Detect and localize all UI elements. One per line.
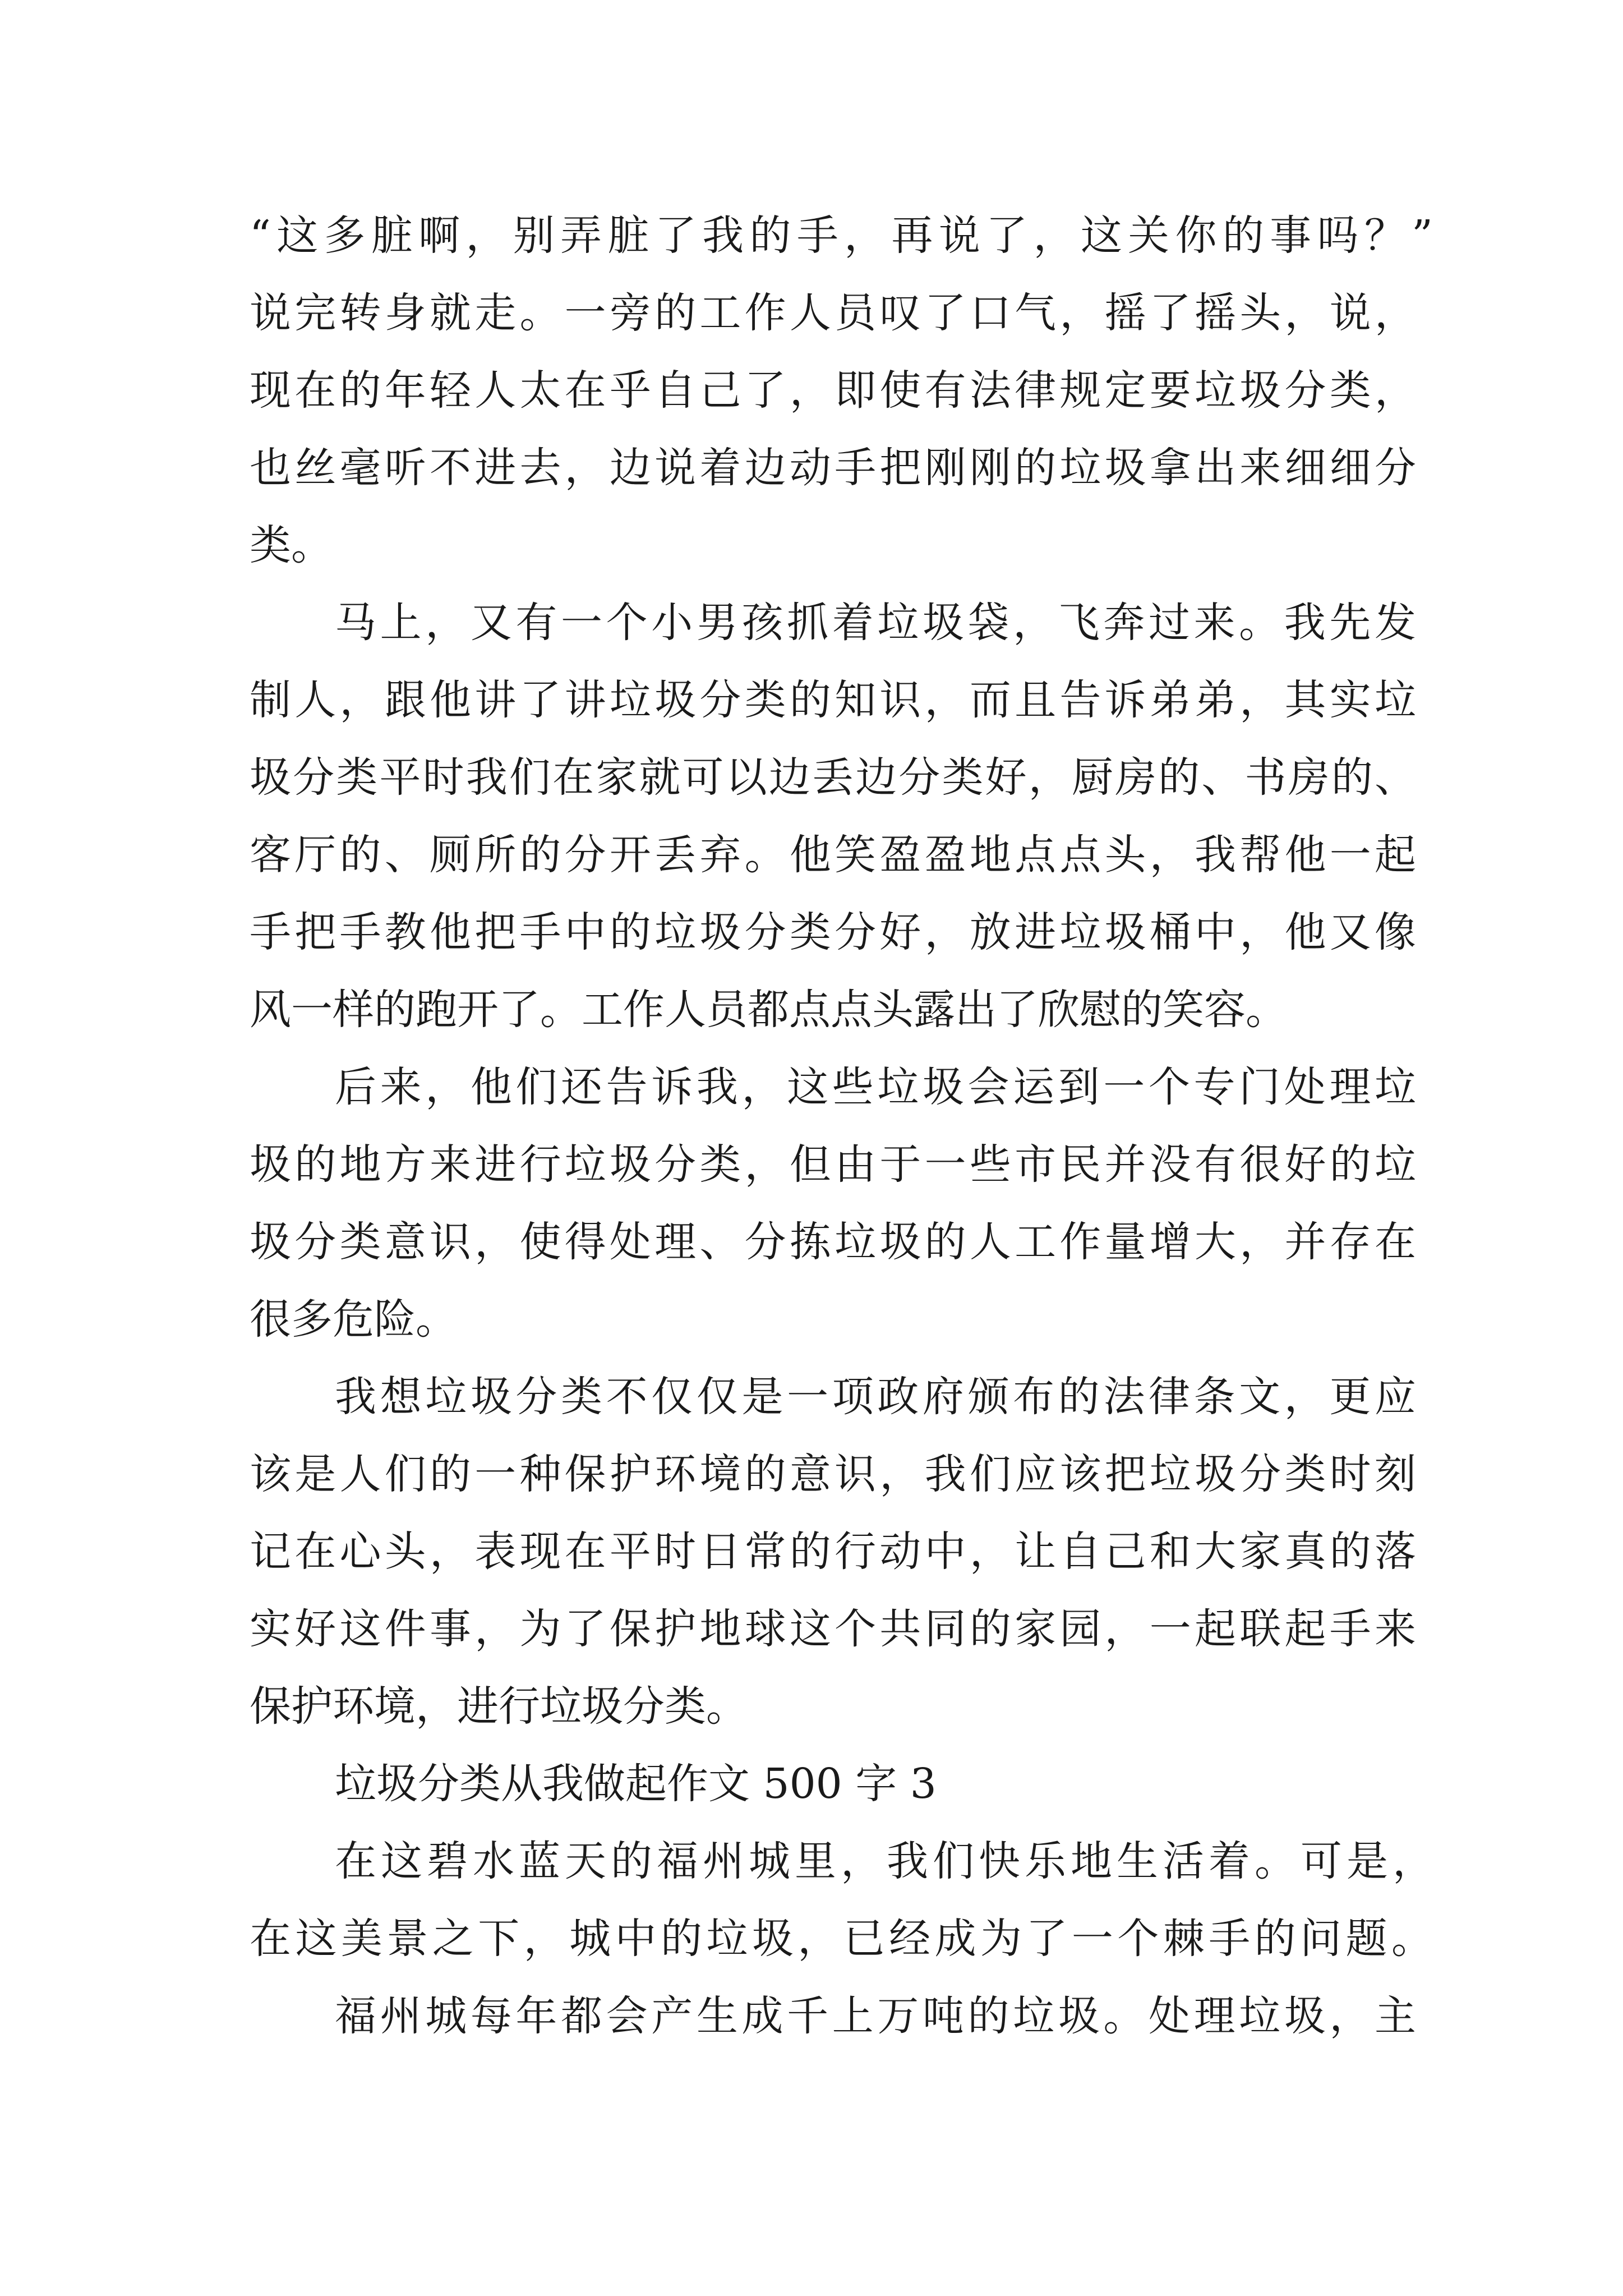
text-line: 该是人们的一种保护环境的意识，我们应该把垃圾分类时刻 bbox=[250, 1450, 1416, 1498]
paragraph-first-line: 在这碧水蓝天的福州城里，我们快乐地生活着。可是， bbox=[335, 1837, 1434, 1885]
text-line: 实好这件事，为了保护地球这个共同的家园，一起联起手来 bbox=[250, 1605, 1416, 1653]
text-line: 制人，跟他讲了讲垃圾分类的知识，而且告诉弟弟，其实垃 bbox=[250, 676, 1416, 724]
text-line: 圾的地方来进行垃圾分类，但由于一些市民并没有很好的垃 bbox=[250, 1140, 1416, 1189]
text-line: 圾分类平时我们在家就可以边丢边分类好，厨房的、书房的、 bbox=[250, 753, 1416, 802]
text-line: 说完转身就走。一旁的工作人员叹了口气，摇了摇头，说， bbox=[250, 289, 1416, 337]
text-line: 类。 bbox=[250, 521, 333, 569]
text-line: 在这美景之下，城中的垃圾，已经成为了一个棘手的问题。 bbox=[250, 1915, 1433, 1963]
section-heading: 垃圾分类从我做起作文 500 字 3 bbox=[335, 1760, 937, 1808]
text-line: 记在心头，表现在平时日常的行动中，让自己和大家真的落 bbox=[250, 1527, 1416, 1576]
paragraph-first-line: 马上，又有一个小男孩抓着垃圾袋，飞奔过来。我先发 bbox=[335, 599, 1416, 647]
text-line: 风一样的跑开了。工作人员都点点头露出了欣慰的笑容。 bbox=[250, 986, 1287, 1034]
text-line: 保护环境，进行垃圾分类。 bbox=[250, 1682, 748, 1731]
text-line: 手把手教他把手中的垃圾分类分好，放进垃圾桶中，他又像 bbox=[250, 908, 1416, 956]
text-line: “这多脏啊，别弄脏了我的手，再说了，这关你的事吗？” bbox=[250, 211, 1433, 260]
text-line: 客厅的、厕所的分开丢弃。他笑盈盈地点点头，我帮他一起 bbox=[250, 831, 1416, 879]
paragraph-first-line: 福州城每年都会产生成千上万吨的垃圾。处理垃圾，主 bbox=[335, 1992, 1416, 2040]
paragraph-first-line: 后来，他们还告诉我，这些垃圾会运到一个专门处理垃 bbox=[335, 1063, 1416, 1111]
text-line: 现在的年轻人太在乎自己了，即使有法律规定要垃圾分类， bbox=[250, 366, 1416, 415]
text-line: 也丝毫听不进去，边说着边动手把刚刚的垃圾拿出来细细分 bbox=[250, 444, 1416, 492]
paragraph-first-line: 我想垃圾分类不仅仅是一项政府颁布的法律条文，更应 bbox=[335, 1373, 1416, 1421]
text-line: 圾分类意识，使得处理、分拣垃圾的人工作量增大，并存在 bbox=[250, 1218, 1416, 1266]
text-line: 很多危险。 bbox=[250, 1295, 457, 1343]
